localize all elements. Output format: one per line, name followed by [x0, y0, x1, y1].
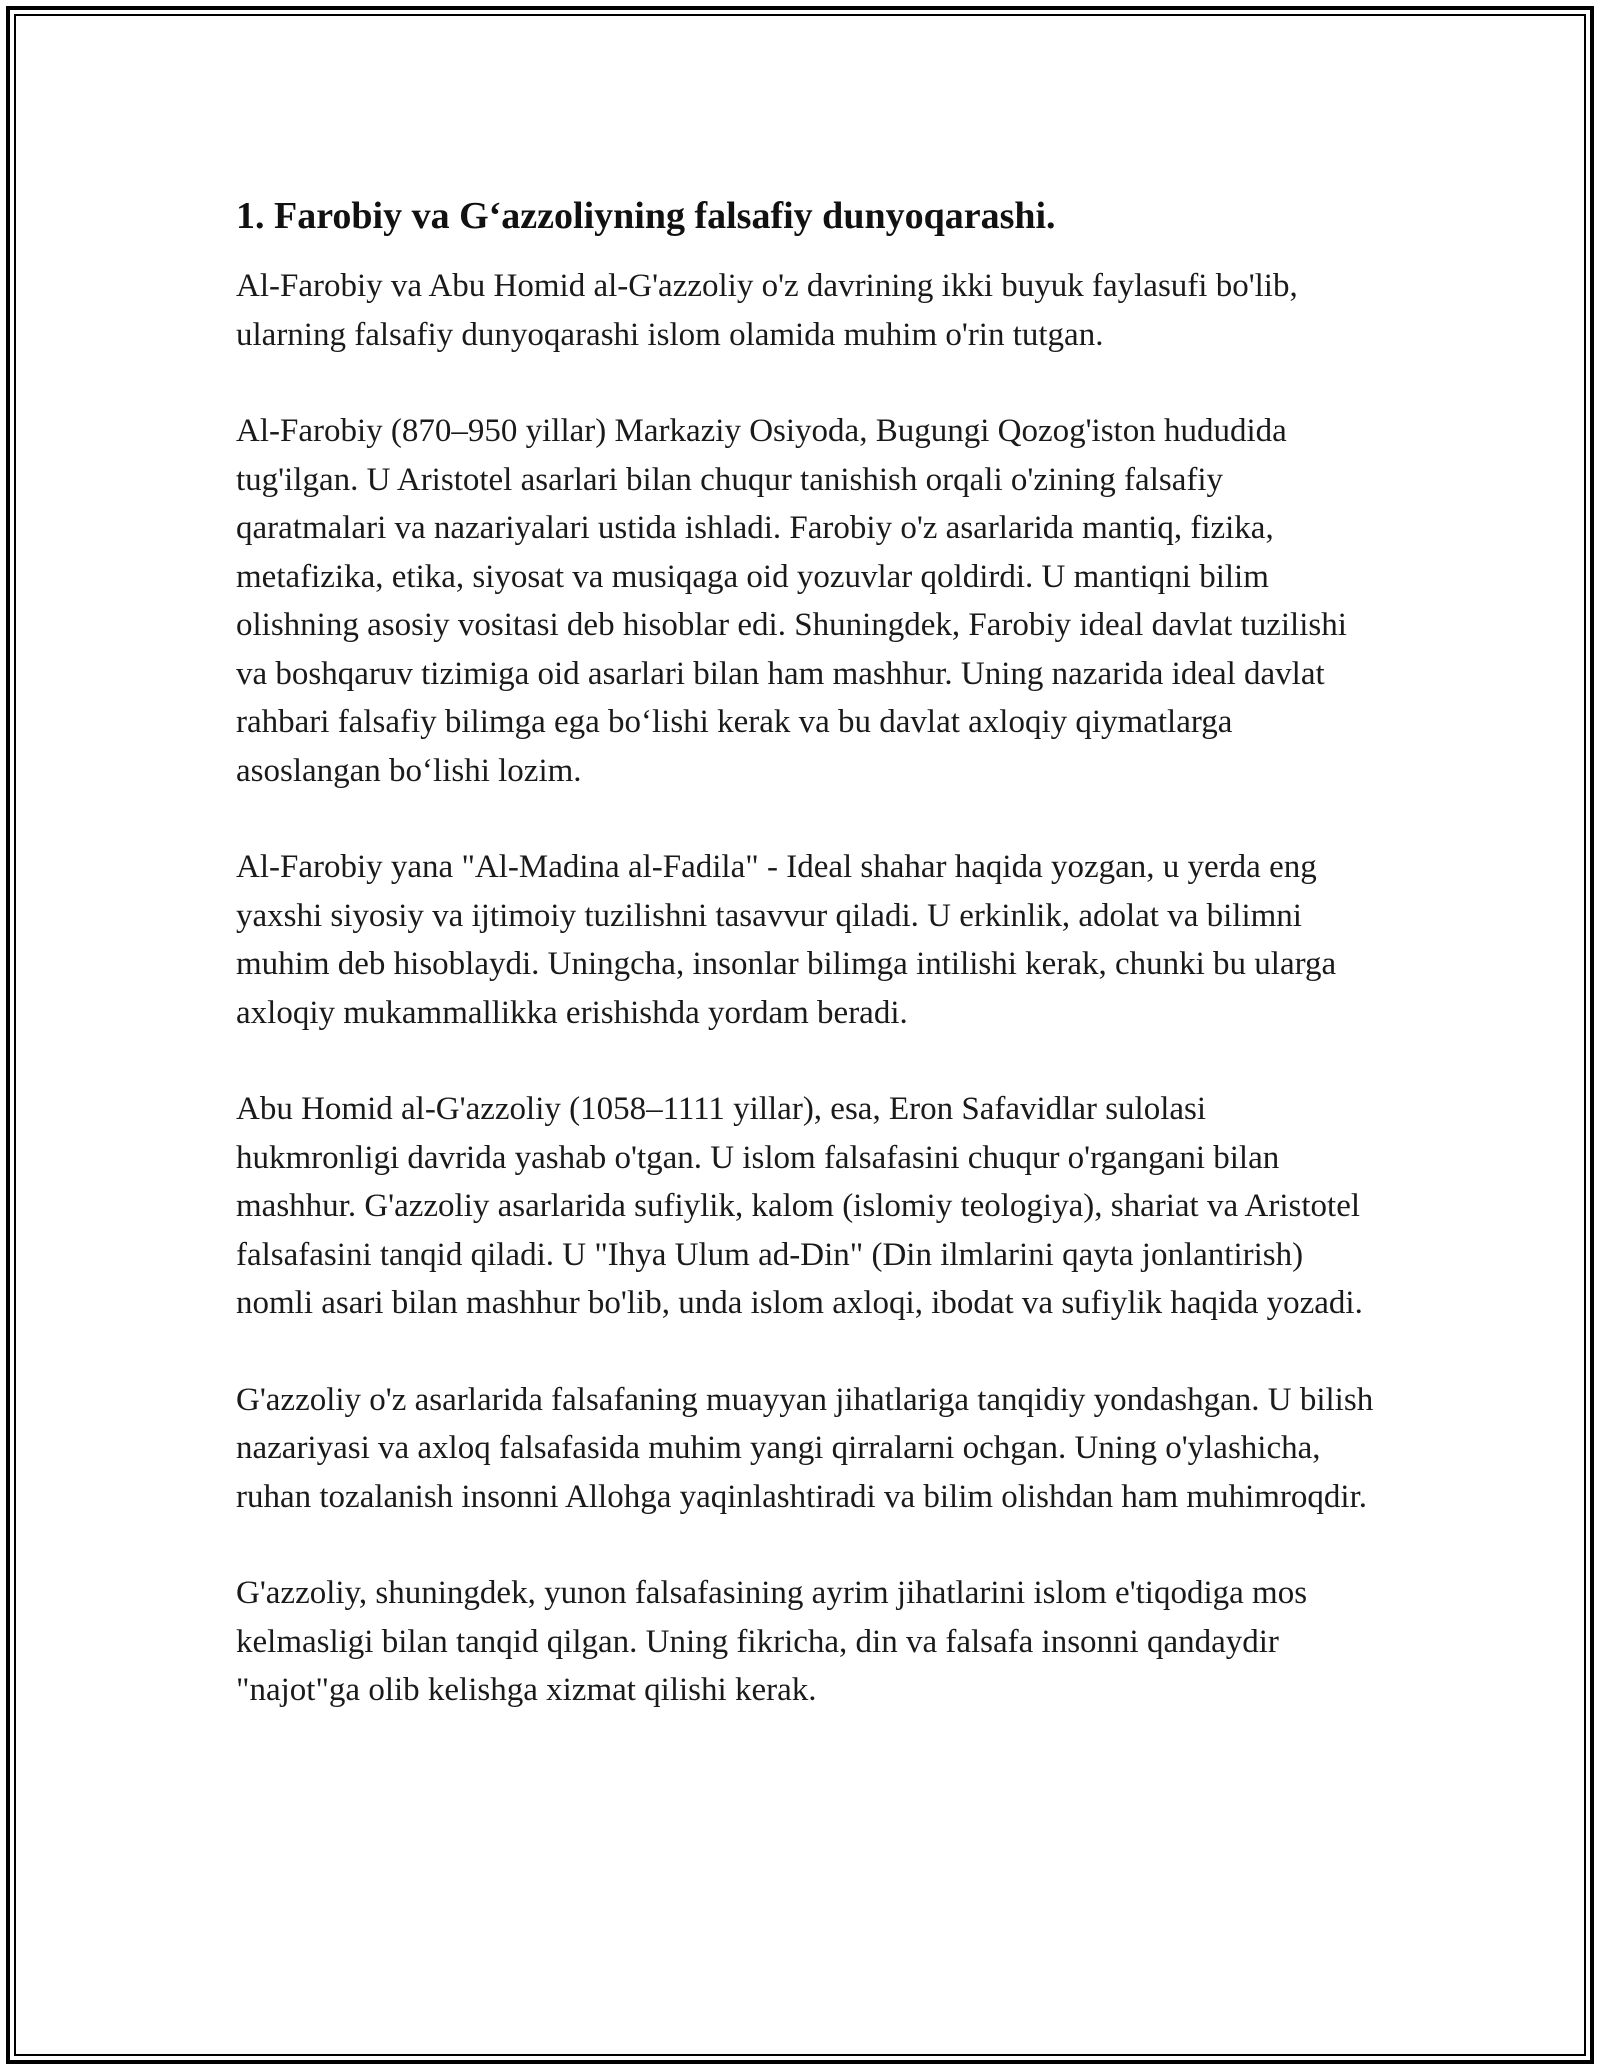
paragraph-gazzoliy-greek-philosophy: G'azzoliy, shuningdek, yunon falsafasining ayrim jihatlarini islom e'tiqodiga mos kelmasligi bilan tanqid qilgan. Uning fikricha, din va falsafa insonni qandaydir "najot"ga olib kelishga xizmat qilishi kerak. — [236, 1575, 1308, 1708]
paragraph-farobiy-ideal-city: Al-Farobiy yana "Al-Madina al-Fadila" - Ideal shahar haqida yozgan, u yerda eng yaxshi siyosiy va ijtimoiy tuzilishni tasavvur qiladi. U erkinlik, adolat va bilimni muhim deb hisoblaydi. Uningcha, insonlar bilimga intilishi kerak, chunki bu ularga axloqiy mukammallikka erishishda yordam beradi. — [236, 849, 1337, 1031]
paragraph-farobiy-biography: Al-Farobiy (870–950 yillar) Markaziy Osiyoda, Bugungi Qozog'iston hududida tug'ilgan. U Aristotel asarlari bilan chuqur tanishish orqali o'zining falsafiy qaratmalari va nazariyalari ustida ishladi. Farobiy o'z asarlarida mantiq, fizika, metafizika, etika, siyosat va musiqaga oid yozuvlar qoldirdi. U mantiqni bilim olishning asosiy vositasi deb hisoblar edi. Shuningdek, Farobiy ideal davlat tuzilishi va boshqaruv tizimiga oid asarlari bilan ham mashhur. Uning nazarida ideal davlat rahbari falsafiy bilimga ega bo‘lishi kerak va bu davlat axloqiy qiymatlarga asoslangan bo‘lishi lozim. — [236, 413, 1347, 789]
paragraph-intro: Al-Farobiy va Abu Homid al-G'azzoliy o'z davrining ikki buyuk faylasufi bo'lib, ularning falsafiy dunyoqarashi islom olamida muhim o'rin tutgan. — [236, 268, 1298, 353]
section-heading: 1. Farobiy va G‘azzoliyning falsafiy dunyoqarashi. — [236, 195, 1056, 237]
paragraph-gazzoliy-biography: Abu Homid al-G'azzoliy (1058–1111 yillar), esa, Eron Safavidlar sulolasi hukmronligi davrida yashab o'tgan. U islom falsafasini chuqur o'rgangani bilan mashhur. G'azzoliy asarlarida sufiylik, kalom (islomiy teologiya), shariat va Aristotel falsafasini tanqid qiladi. U "Ihya Ulum ad-Din" (Din ilmlarini qayta jonlantirish) nomli asari bilan mashhur bo'lib, unda islom axloqi, ibodat va sufiylik haqida yozadi. — [236, 1091, 1363, 1321]
paragraph-gazzoliy-critique: G'azzoliy o'z asarlarida falsafaning muayyan jihatlariga tanqidiy yondashgan. U bilish nazariyasi va axloq falsafasida muhim yangi qirralarni ochgan. Uning o'ylashicha, ruhan tozalanish insonni Allohga yaqinlashtiradi va bilim olishdan ham muhimroqdir. — [236, 1381, 1374, 1515]
document-body — [236, 190, 1376, 1763]
